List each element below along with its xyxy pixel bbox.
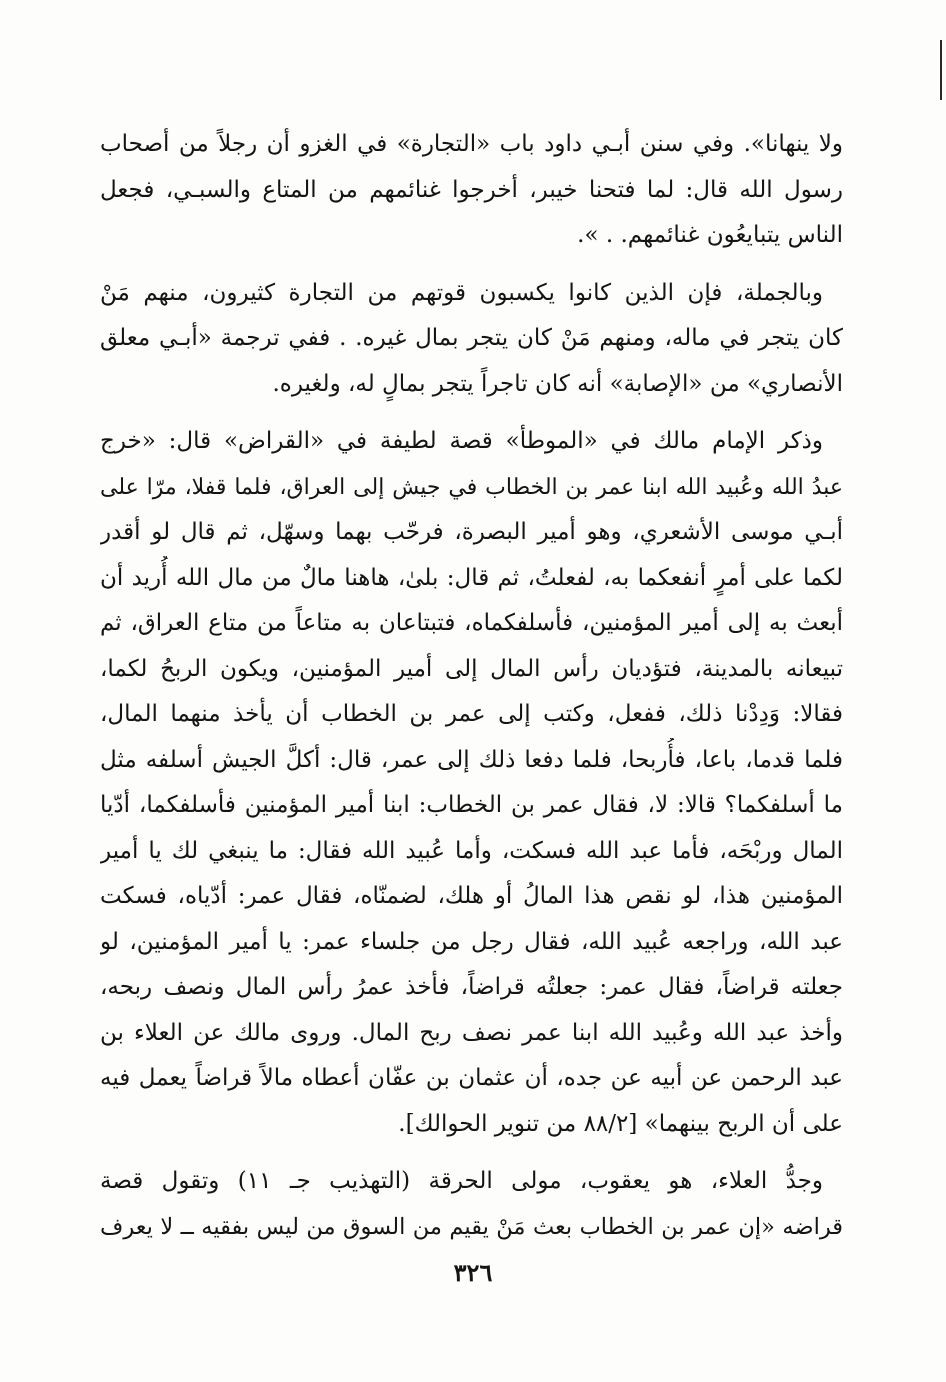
paragraph-1: [100, 122, 843, 259]
text-line: وبالجملة، فإن الذين كانوا يكسبون قوتهم من التجارة كثيرون، منهم مَنْ: [100, 279, 823, 306]
text-line: ما أسلفكما؟ قالا: لا، فقال عمر بن الخطاب: ابنا أمير المؤمنين فأسلفكما، أدّيا: [100, 792, 843, 818]
text-line: تبيعانه بالمدينة، فتؤديان رأس المال إلى أمير المؤمنين، ويكون الربحُ لكما،: [100, 655, 843, 682]
text-line: قراضه «إن عمر بن الخطاب بعث مَنْ يقيم من السوق من ليس بفقيه ــ لا يعرف: [100, 1213, 843, 1240]
text-line: جعلته قراضاً، فقال عمر: جعلتُه قراضاً، فأخذ عمرُ رأس المال ونصف ربحه،: [100, 974, 843, 1000]
text-line: الناس يتبايعُون غنائمهم. . ».: [577, 222, 843, 248]
text-line: فقالا: وَدِدْنا ذلك، ففعل، وكتب إلى عمر بن الخطاب أن يأخذ منهما المال،: [100, 701, 843, 727]
text-line: على أن الربح بينهما» [٨٨/٢ من تنوير الحوالك].: [398, 1110, 843, 1137]
text-line: وأخذ عبد الله وعُبيد الله ابنا عمر نصف ربح المال. وروى مالك عن العلاء بن: [100, 1019, 843, 1046]
text-line: أبعث به إلى أمير المؤمنين، فأسلفكماه، فتبتاعان به متاعاً من متاع العراق، ثم: [100, 610, 843, 636]
paragraph-2: [100, 271, 843, 408]
paragraph-3: [100, 419, 843, 1147]
text-line: المؤمنين هذا، لو نقص هذا المالُ أو هلك، لضمنّاه، فقال عمر: أدّياه، فسكت: [100, 883, 843, 909]
text-line: لكما على أمرٍ أنفعكما به، لفعلتُ، ثم قال: بلىٰ، هاهنا مالٌ من مال الله أُريد أن: [100, 564, 843, 591]
scan-edge-mark: [940, 40, 942, 100]
text-line: الأنصاري» من «الإصابة» أنه كان تاجراً يتجر بمالٍ له، ولغيره.: [272, 370, 843, 397]
body-text: [100, 122, 843, 1262]
text-line: عبدُ الله وعُبيد الله ابنا عمر بن الخطاب في جيش إلى العراق، فلما قفلا، مرّا على: [100, 474, 843, 500]
paragraph-4: [100, 1159, 843, 1250]
text-line: أبـي موسى الأشعري، وهو أمير البصرة، فرحّب بهما وسهّل، ثم قال لو أقدر: [100, 519, 843, 545]
text-line: وجدُّ العلاء، هو يعقوب، مولى الحرقة (التهذيب جـ ١١) وتقول قصة: [100, 1168, 823, 1194]
text-line: كان يتجر في ماله، ومنهم مَنْ كان يتجر بمال غيره. . ففي ترجمة «أبـي معلق: [100, 325, 843, 351]
text-line: عبد الله، وراجعه عُبيد الله، فقال رجل من جلساء عمر: يا أمير المؤمنين، لو: [100, 928, 843, 955]
page-number: ٣٢٦: [453, 1258, 493, 1287]
text-line: عبد الرحمن عن أبيه عن جده، أن عثمان بن عفّان أعطاه مالاً قراضاً يعمل فيه: [100, 1065, 843, 1091]
text-line: ولا ينهانا». وفي سنن أبـي داود باب «التجارة» في الغزو أن رجلاً من أصحاب: [100, 131, 843, 157]
text-line: وذكر الإمام مالك في «الموطأ» قصة لطيفة في «القراض» قال: «خرج: [100, 428, 823, 454]
text-line: فلما قدما، باعا، فأُربحا، فلما دفعا ذلك إلى عمر، قال: أكلَّ الجيش أسلفه مثل: [100, 746, 843, 773]
text-line: المال وربْحَه، فأما عبد الله فسكت، وأما عُبيد الله فقال: ما ينبغي لك يا أمير: [100, 837, 843, 864]
text-line: رسول الله قال: لما فتحنا خيبر، أخرجوا غنائمهم من المتاع والسبـي، فجعل: [100, 176, 843, 203]
